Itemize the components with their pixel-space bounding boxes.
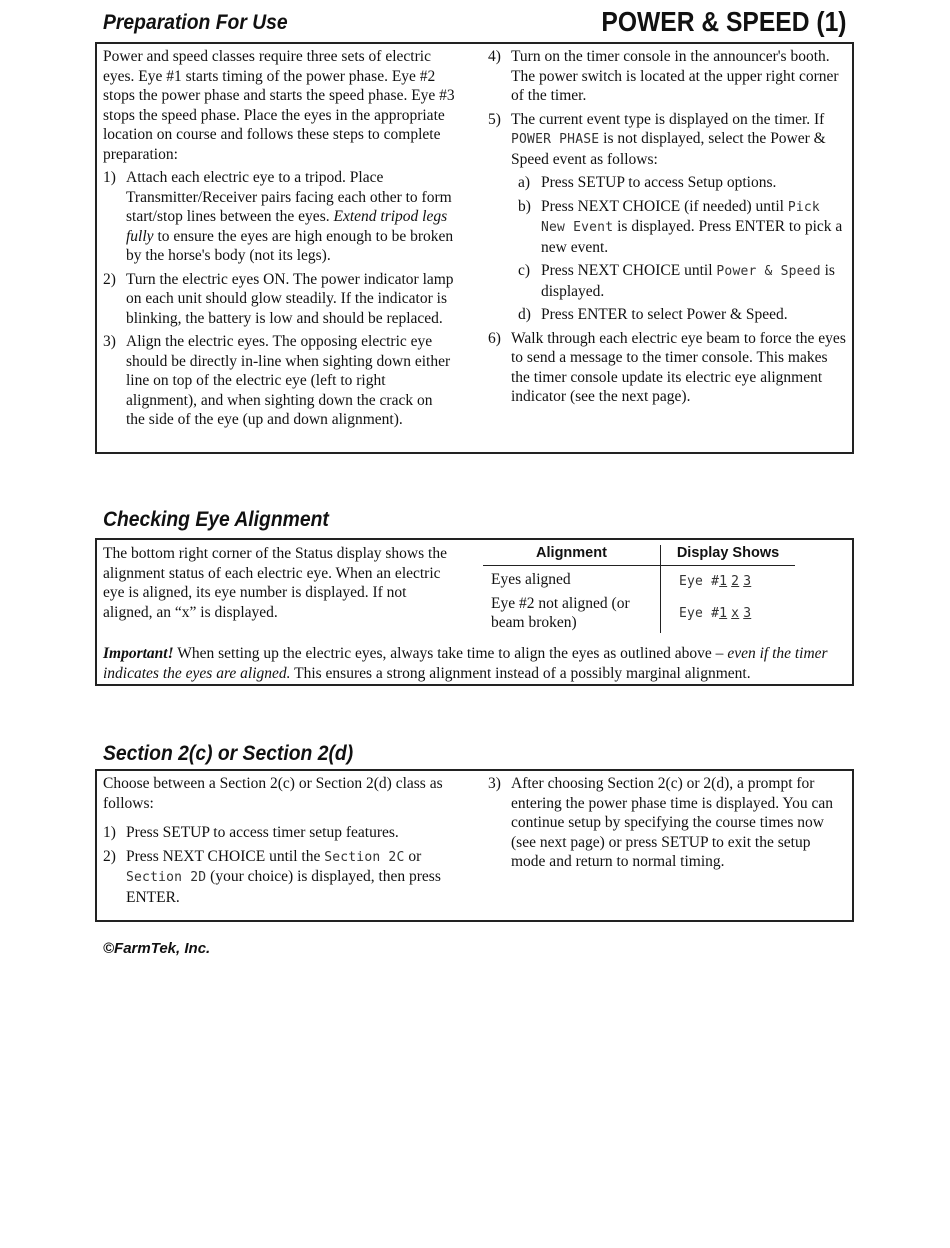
substep-text: Press ENTER to select Power & Speed. (541, 306, 788, 323)
alignment-table-header (483, 545, 795, 566)
display-text: POWER PHASE (511, 132, 600, 147)
display-text: Power & Speed (716, 264, 821, 279)
prep-substep-d (488, 305, 848, 325)
eye-indicator: x (731, 605, 740, 621)
substep-letter: a) (518, 174, 531, 191)
display-text: Pick New Event (541, 199, 820, 235)
prep-substep-b (488, 197, 848, 258)
display-prefix: Eye # (679, 605, 720, 621)
eye-indicator: 3 (743, 605, 752, 621)
important-text: This ensures a strong alignment instead of a possibly marginal alignment. (290, 664, 751, 682)
step-number: 2) (103, 270, 116, 288)
substep-text: Press NEXT CHOICE until (541, 262, 717, 279)
important-note (103, 644, 848, 683)
step-text: The current event type is displayed on the timer. If (511, 110, 825, 128)
step-text: Press NEXT CHOICE until the (126, 847, 325, 865)
section-heading-preparation: Preparation For Use (103, 11, 288, 34)
step-text: to ensure the eyes are high enough to be broken by the horse's body (not its legs). (126, 227, 454, 264)
step-text: is not displayed, select the Power & Speed event as follows: (511, 130, 826, 168)
step-text: Align the electric eyes. The opposing electric eye should be directly in-line when sighting down either line on top of the electric eye (left to right alignment), and when sighting down the crack on the side of the eye (up and down alignment). (126, 333, 451, 428)
section2-step-2 (103, 847, 455, 908)
substep-letter: b) (518, 197, 531, 215)
section2-step-1 (103, 823, 455, 843)
step-number: 3) (103, 333, 116, 350)
section2-box (95, 769, 854, 922)
prep-step-1 (103, 168, 455, 266)
step-text: Walk through each electric eye beam to force the eyes to send a message to the timer console. This makes the timer console update its electric eye alignment indicator (see the next page). (511, 329, 846, 405)
prep-substep-a (488, 173, 848, 193)
substep-text: is displayed. (541, 262, 835, 300)
display-value (661, 592, 795, 633)
copyright-footer: ©FarmTek, Inc. (103, 940, 211, 957)
substep-text: Press NEXT CHOICE (if needed) until (541, 197, 788, 215)
step-text: (your choice) is displayed, then press ENTER. (126, 868, 441, 906)
step-text: Turn the electric eyes ON. The power indicator lamp on each unit should glow steadily. If the indicator is blinking, the battery is low and should be replaced. (126, 270, 454, 327)
step-number: 4) (488, 48, 501, 65)
substep-letter: c) (518, 262, 531, 279)
section2-step-3 (488, 774, 848, 872)
eye-indicator: 3 (743, 574, 752, 589)
preparation-intro: Power and speed classes require three sets of electric eyes. Eye #1 starts timing of the power phase. Eye #2 stops the power phase and starts the speed phase. Eye #3 stops the speed phase. Place the eyes in the appropriate location on course and follows these steps to complete preparation: (103, 48, 455, 163)
eye-indicator: 1 (719, 605, 728, 621)
section2-intro: Choose between a Section 2(c) or Section 2(d) class as follows: (103, 775, 443, 812)
prep-substep-c (488, 261, 848, 301)
prep-step-2 (103, 270, 455, 329)
alignment-table (483, 545, 795, 633)
eye-indicator: 1 (719, 574, 728, 589)
display-text: Section 2C (324, 849, 405, 865)
section-heading-section2: Section 2(c) or Section 2(d) (103, 742, 354, 765)
step-text: or (404, 847, 422, 865)
preparation-left-column (103, 47, 455, 430)
display-text: Section 2D (126, 870, 207, 885)
step-number: 2) (103, 847, 116, 865)
preparation-box (95, 42, 854, 454)
prep-step-3 (103, 332, 455, 430)
prep-step-4 (488, 47, 848, 106)
important-label: Important! (103, 645, 174, 662)
alignment-description (103, 544, 459, 622)
prep-step-5 (488, 110, 848, 170)
important-emphasis: even if the timer indicates the eyes are aligned. (103, 645, 828, 682)
column-header-display: Display Shows (676, 545, 780, 561)
step-text: Attach each electric eye to a tripod. Place Transmitter/Receiver pairs facing each other to form start/stop lines between the eyes. (126, 169, 452, 225)
step-text: Turn on the timer console in the announcer's booth. The power switch is located at the upper right corner of the timer. (511, 48, 839, 104)
display-prefix: Eye # (679, 574, 720, 589)
section2-left-column (103, 774, 455, 907)
alignment-text: The bottom right corner of the Status display shows the alignment status of each electric eye. When an electric eye is aligned, its eye number is displayed. If not aligned, an “x” is displayed. (103, 545, 447, 621)
substep-letter: d) (518, 306, 531, 323)
alignment-box (95, 538, 854, 686)
step-emphasis: Extend tripod legs fully (126, 208, 448, 245)
alignment-row (483, 566, 795, 592)
step-number: 3) (488, 775, 501, 792)
preparation-right-column (488, 47, 848, 407)
step-number: 1) (103, 824, 116, 841)
alignment-label: Eye #2 not aligned (or beam broken) (483, 592, 661, 633)
alignment-row (483, 592, 795, 633)
step-number: 1) (103, 169, 116, 186)
eye-indicator: 2 (731, 574, 740, 589)
prep-step-6 (488, 329, 848, 407)
substep-text: Press SETUP to access Setup options. (541, 174, 777, 191)
important-text: When setting up the electric eyes, always take time to align the eyes as outlined above – (173, 645, 728, 662)
step-number: 6) (488, 329, 501, 347)
step-text: After choosing Section 2(c) or 2(d), a prompt for entering the power phase time is displayed. You can continue setup by specifying the course times now (see next page) or press SETUP to exit the setup mode and return to normal timing. (511, 775, 833, 870)
display-value (661, 566, 795, 592)
section-heading-alignment: Checking Eye Alignment (103, 508, 329, 531)
section2-right-column (488, 774, 848, 872)
step-text: Press SETUP to access timer setup features. (126, 824, 399, 841)
column-header-alignment: Alignment (483, 545, 661, 565)
alignment-label: Eyes aligned (483, 566, 661, 592)
page-title: POWER & SPEED (1) (600, 6, 846, 37)
step-number: 5) (488, 110, 501, 128)
substep-text: is displayed. Press ENTER to pick a new event. (541, 218, 843, 256)
